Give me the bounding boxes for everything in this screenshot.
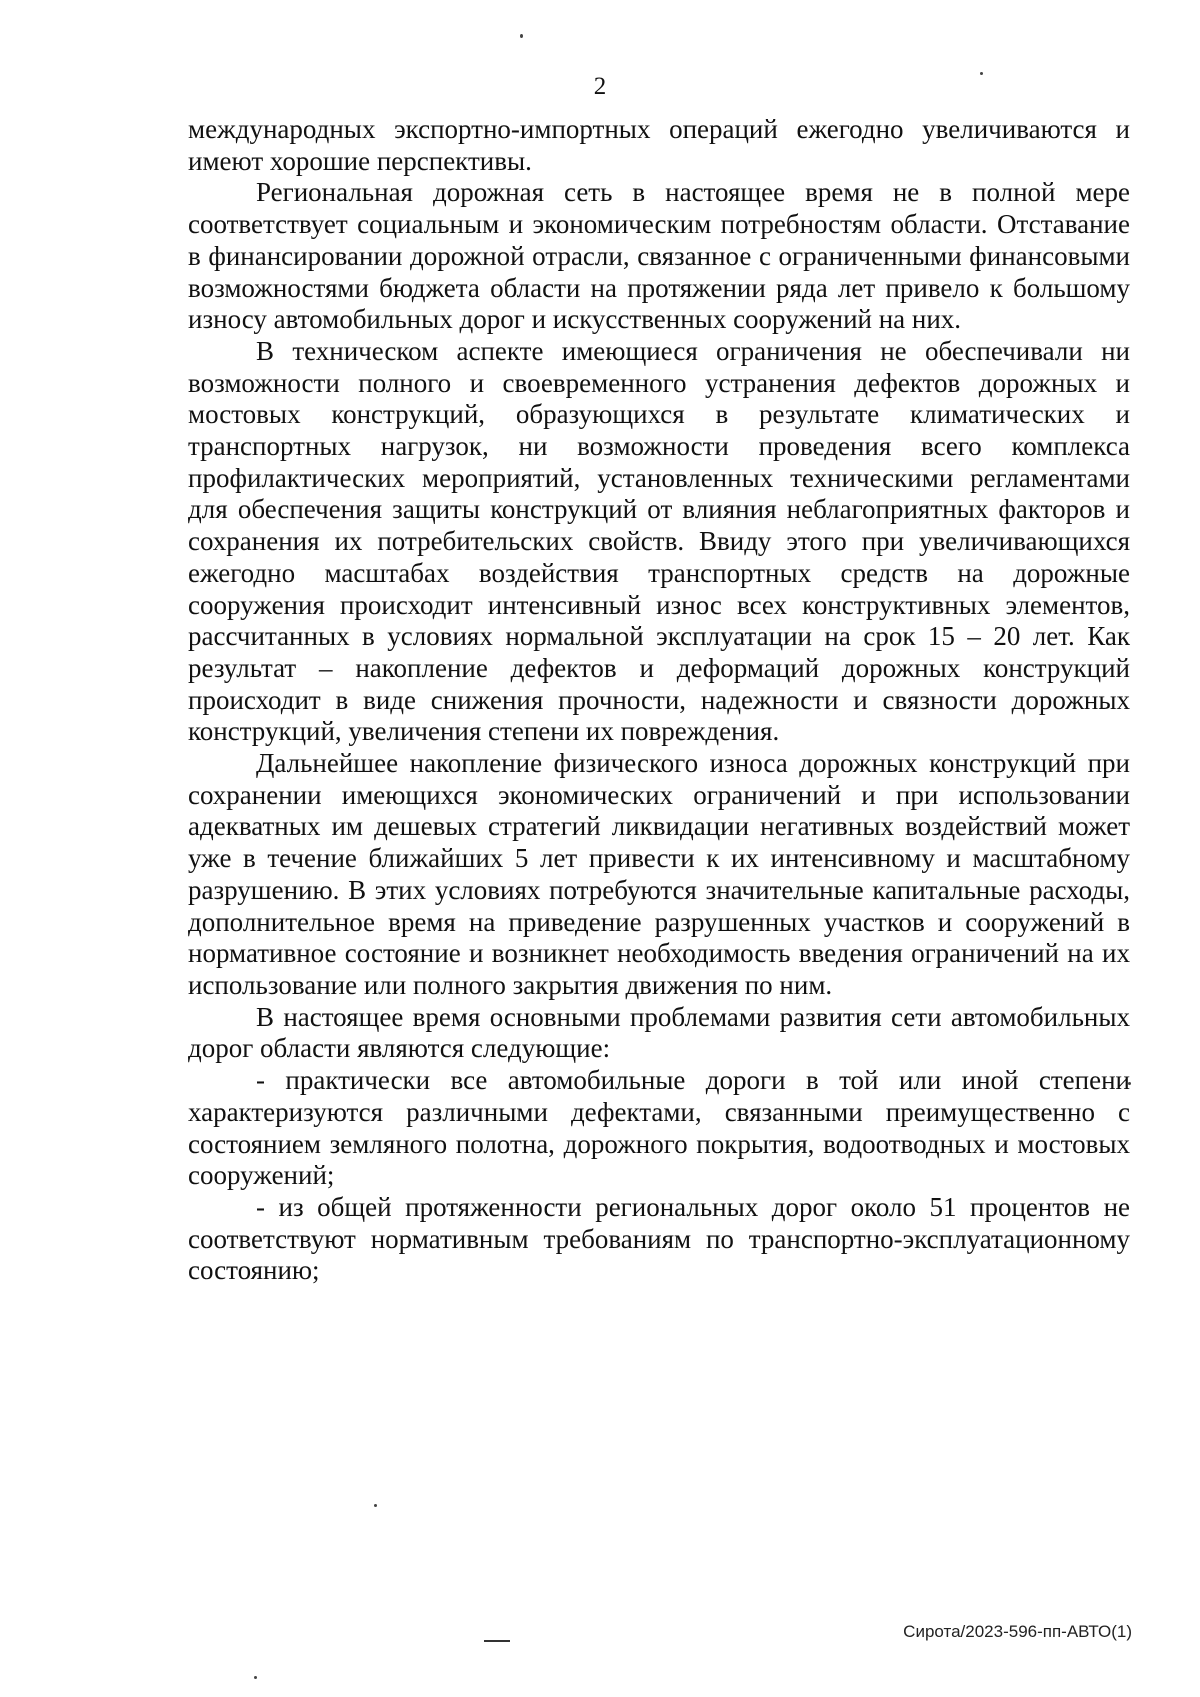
- scan-speck: [254, 1676, 257, 1679]
- paragraph: В техническом аспекте имеющиеся ограничения не обеспечивали ни возможности полного и своевременного устранения дефектов дорожных и мостовых конструкций, образующихся в результате климатических и транспортных нагрузок, ни возможности проведения всего комплекса профилактических мероприятий, установленных техническими регламентами для обеспечения защиты конструкций от влияния неблагоприятных факторов и сохранения их потребительских свойств. Ввиду этого при увеличивающихся ежегодно масштабах воздействия транспортных средств на дорожные сооружения происходит интенсивный износ всех конструктивных элементов, рассчитанных в условиях нормальной эксплуатации на срок 15 – 20 лет. Как результат – накопление дефектов и деформаций дорожных конструкций происходит в виде снижения прочности, надежности и связности дорожных конструкций, увеличения степени их повреждения.: [188, 335, 1130, 747]
- document-body: [188, 114, 1130, 1287]
- paragraph: международных экспортно-импортных операций ежегодно увеличиваются и имеют хорошие перспективы.: [188, 114, 1130, 176]
- list-item: - из общей протяженности региональных дорог около 51 процентов не соответствуют нормативным требованиям по транспортно-эксплуатационному состоянию;: [188, 1191, 1130, 1286]
- list-item: - практически все автомобильные дороги в той или иной степени характеризуются различными дефектами, связанными преимущественно с состоянием земляного полотна, дорожного покрытия, водоотводных и мостовых сооружений;: [188, 1065, 1130, 1191]
- scan-speck: [520, 34, 523, 38]
- document-registration-code: Сирота/2023-596-пп-АВТО(1): [903, 1622, 1132, 1641]
- paragraph: Дальнейшее накопление физического износа дорожных конструкций при сохранении имеющихся экономических ограничений и при использовании адекватных им дешевых стратегий ликвидации негативных воздействий может уже в течение ближайших 5 лет привести к их интенсивному и масштабному разрушению. В этих условиях потребуются значительные капитальные расходы, дополнительное время на приведение разрушенных участков и сооружений в нормативное состояние и возникнет необходимость введения ограничений на их использование или полного закрытия движения по ним.: [188, 748, 1130, 1000]
- footer-dash: [484, 1640, 510, 1642]
- paragraph: Региональная дорожная сеть в настоящее время не в полной мере соответствует социальным и экономическим потребностям области. Отставание в финансировании дорожной отрасли, связанное с ограниченными финансовыми возможностями бюджета области на протяжении ряда лет привело к большому износу автомобильных дорог и искусственных сооружений на них.: [188, 177, 1130, 335]
- page-number: 2: [593, 73, 607, 100]
- scan-speck: [374, 1504, 377, 1507]
- paragraph: В настоящее время основными проблемами развития сети автомобильных дорог области являются следующие:: [188, 1001, 1130, 1064]
